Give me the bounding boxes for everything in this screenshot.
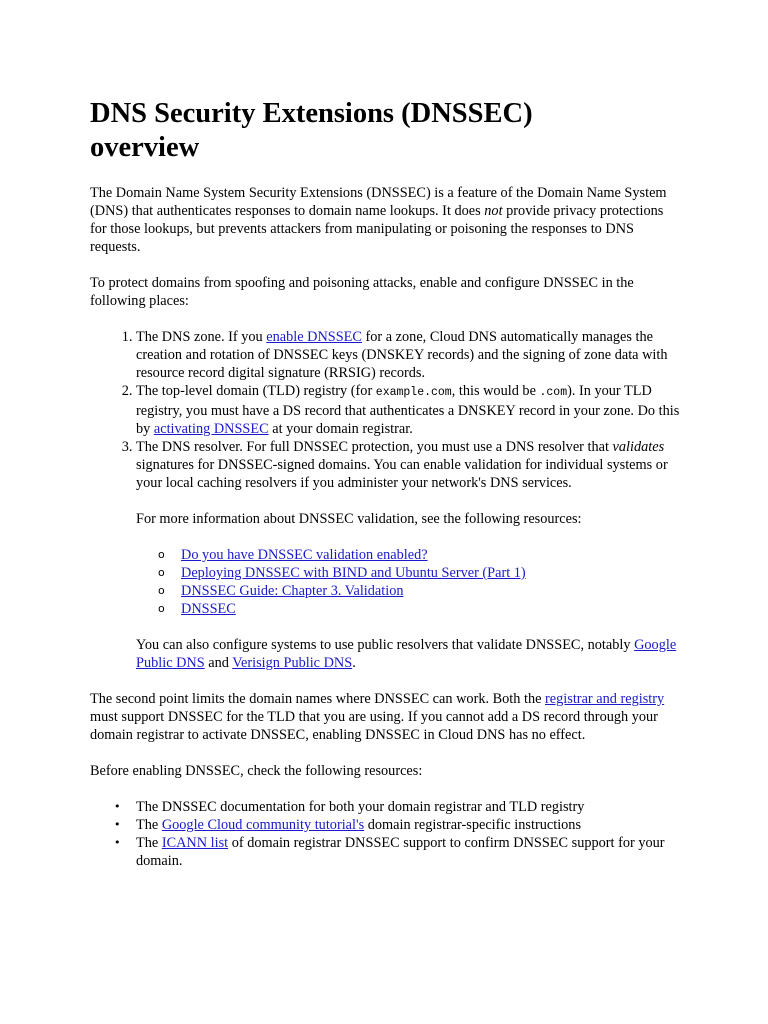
disc-bullet-icon: • [114, 800, 121, 813]
list-item: • The DNSSEC documentation for both your domain registrar and TLD registry [114, 799, 585, 815]
icann-list-link[interactable]: ICANN list [161, 835, 229, 851]
resource-link-validation-enabled[interactable]: Do you have DNSSEC validation enabled? [181, 547, 428, 563]
check-resources-list [90, 798, 680, 870]
disc-bullet-icon: • [114, 836, 121, 849]
resource-link-dnssec-guide[interactable]: DNSSEC Guide: Chapter 3. Validation [181, 583, 404, 599]
validation-resources-list [136, 546, 680, 618]
circle-bullet-icon: o [158, 566, 165, 579]
list-item: • The Google Cloud community tutorial's domain registrar-specific instructions [114, 817, 582, 833]
circle-bullet-icon: o [158, 584, 165, 597]
verisign-public-dns-link[interactable]: Verisign Public DNS [232, 655, 353, 671]
list-item [158, 564, 680, 582]
emphasis-validates: validates [612, 439, 665, 455]
emphasis-not: not [484, 203, 503, 219]
intro-paragraph: The Domain Name System Security Extensions (DNSSEC) is a feature of the Domain Name System (DNS) that authenticates responses to domain name lookups. It does not provide privacy protections for those lookups, but prevents attackers from manipulating or poisoning the responses to DNS requests. [90, 185, 667, 255]
step-dns-resolver: 3. The DNS resolver. For full DNSSEC protection, you must use a DNS resolver that validates signatures for DNSSEC-signed domains. You can enable validation for individual systems or your local caching resolvers if you administer your network's DNS services. For more information about DNSSEC validation, see the following resources: o Do you have DNSSEC validation enabled? o Deploying DNSSEC with BIND and Ubuntu Server (Part 1) o DNSSEC Guide: Chapter 3. Validation o DNSSEC You can also configure systems to use public resolvers that validate DNSSEC, notably Google Public DNS and Verisign Public DNS. [136, 438, 680, 672]
disc-bullet-icon: • [114, 818, 121, 831]
more-info-paragraph: For more information about DNSSEC validation, see the following resources: [136, 511, 582, 527]
steps-list [90, 328, 680, 672]
list-item [158, 582, 680, 600]
step-tld-registry: 2. The top-level domain (TLD) registry (for example.com, this would be .com). In your TLD registry, you must have a DS record that authenticates a DNSKEY record in your zone. Do this by activating DNSSEC at your domain registrar. [136, 382, 680, 438]
circle-bullet-icon: o [158, 548, 165, 561]
step-dns-zone: 1. The DNS zone. If you enable DNSSEC for a zone, Cloud DNS automatically manages the creation and rotation of DNSSEC keys (DNSKEY records) and the signing of zone data with resource record digital signature (RRSIG) records. [136, 328, 680, 382]
page-title: DNS Security Extensions (DNSSEC) overview [90, 98, 533, 163]
list-item [158, 546, 680, 564]
google-public-dns-link[interactable]: Google Public DNS [136, 637, 677, 671]
list-item [158, 600, 680, 618]
circle-bullet-icon: o [158, 602, 165, 615]
protect-paragraph: To protect domains from spoofing and poisoning attacks, enable and configure DNSSEC in the following places: [90, 275, 634, 309]
document-page [90, 97, 680, 870]
list-item: • The ICANN list of domain registrar DNSSEC support to confirm DNSSEC support for your domain. [114, 835, 665, 869]
resource-link-dnssec[interactable]: DNSSEC [181, 601, 236, 617]
code-example-com: example.com [375, 386, 452, 399]
registrar-and-registry-link[interactable]: registrar and registry [545, 691, 665, 707]
community-tutorial-link[interactable]: Google Cloud community tutorial's [161, 817, 365, 833]
activating-dnssec-link[interactable]: activating DNSSEC [153, 421, 269, 437]
enable-dnssec-link[interactable]: enable DNSSEC [266, 329, 362, 345]
public-resolvers-paragraph: You can also configure systems to use public resolvers that validate DNSSEC, notably Google Public DNS and Verisign Public DNS. [136, 637, 677, 671]
resource-link-deploying-bind[interactable]: Deploying DNSSEC with BIND and Ubuntu Server (Part 1) [181, 565, 526, 581]
second-point-paragraph: The second point limits the domain names where DNSSEC can work. Both the registrar and registry must support DNSSEC for the TLD that you are using. If you cannot add a DS record through your domain registrar to activate DNSSEC, enabling DNSSEC in Cloud DNS has no effect. [90, 691, 665, 743]
code-dot-com: .com [539, 386, 568, 399]
before-enabling-paragraph: Before enabling DNSSEC, check the following resources: [90, 763, 423, 779]
